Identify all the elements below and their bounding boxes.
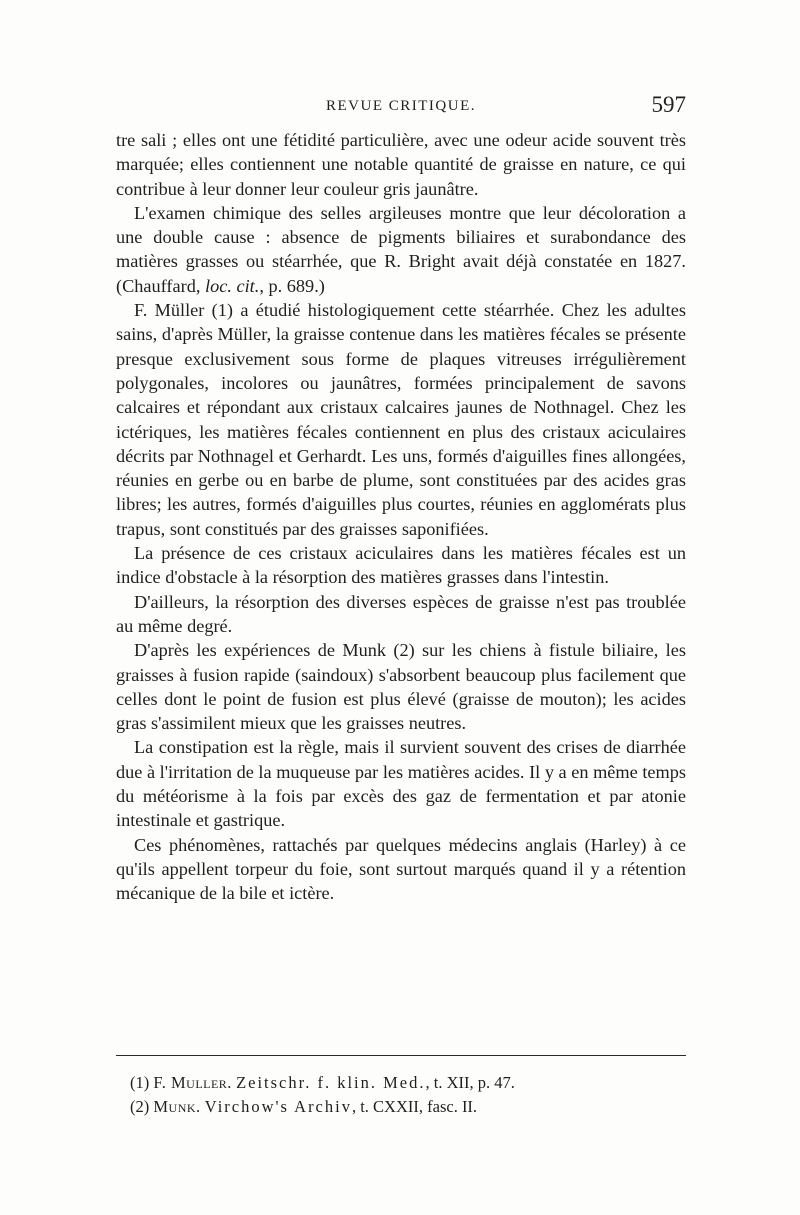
paragraph-text: tre sali ; elles ont une fétidité particulière, avec une odeur acide souvent très marquée; elles contiennent une notable quantité de graisse en nature, ce qui contribue à leur donner leur couleur gris jaunâtre. xyxy=(116,130,686,199)
footnotes xyxy=(130,1071,686,1119)
paragraph-text: La constipation est la règle, mais il survient souvent des crises de diarrhée due à l'irritation de la muqueuse par les matières acides. Il y a en même temps du météorisme à la fois par excès des gaz de fermentation et par atonie intestinale et gastrique. xyxy=(116,737,686,831)
footnote-author: F. Muller. xyxy=(153,1073,232,1092)
footnote-journal: Zeitschr. f. klin. Med. xyxy=(236,1073,426,1092)
paragraph-phenomena xyxy=(116,833,686,906)
citation-italic: loc. cit. xyxy=(205,275,260,296)
paragraph-resorption xyxy=(116,590,686,639)
paragraph-crystals xyxy=(116,541,686,590)
body-text xyxy=(116,128,686,906)
footnote-marker: (2) xyxy=(130,1097,150,1116)
footnote-journal: Virchow's Archiv xyxy=(204,1097,352,1116)
paragraph-text-tail: , p. 689.) xyxy=(259,275,325,296)
footnote-reference: , t. XII, p. 47. xyxy=(425,1073,515,1092)
paragraph-text: D'après les expériences de Munk (2) sur les chiens à fistule biliaire, les graisses à fusion rapide (saindoux) s'absorbent beaucoup plus facilement que celles dont le point de fusion est plus élevé (graisse de mouton); les acides gras s'assimilent mieux que les graisses neutres. xyxy=(116,640,686,734)
footnote-2 xyxy=(130,1095,686,1119)
running-title: REVUE CRITIQUE. xyxy=(326,98,476,114)
footnote-separator xyxy=(116,1055,686,1056)
footnote-marker: (1) xyxy=(130,1073,150,1092)
paragraph-constipation xyxy=(116,735,686,832)
page-number: 597 xyxy=(651,92,686,117)
paragraph-text: Ces phénomènes, rattachés par quelques médecins anglais (Harley) à ce qu'ils appellent torpeur du foie, sont surtout marqués quand il y a rétention mécanique de la bile et ictère. xyxy=(116,834,686,904)
paragraph-munk xyxy=(116,638,686,735)
paragraph-text: L'examen chimique des selles argileuses montre que leur décoloration a une double cause : absence de pigments biliaires et surabondance des matières grasses ou stéarrhée, que R. Bright avait déjà constatée en 1827. (Chauffard, xyxy=(116,202,686,296)
footnote-1 xyxy=(130,1071,686,1095)
paragraph-chemical-exam xyxy=(116,201,686,298)
paragraph-muller xyxy=(116,298,686,541)
paragraph-text: D'ailleurs, la résorption des diverses espèces de graisse n'est pas troublée au même degré. xyxy=(116,591,686,636)
footnote-reference: , t. CXXII, fasc. II. xyxy=(351,1097,478,1116)
footnote-author: Munk. xyxy=(153,1097,201,1116)
page-header xyxy=(116,92,686,124)
paragraph-text: La présence de ces cristaux aciculaires dans les matières fécales est un indice d'obstacle à la résorption des matières grasses dans l'intestin. xyxy=(116,543,686,588)
paragraph-text: F. Müller (1) a étudié histologiquement cette stéarrhée. Chez les adultes sains, d'après Müller, la graisse contenue dans les matières fécales se présente presque exclusivement sous forme de plaques vitreuses irrégulièrement polygonales, incolores ou jaunâtres, formées principalement de savons calcaires et répondant aux cristaux calcaires jaunes de Nothnagel. Chez les ictériques, les matières fécales contiennent en plus des cristaux aciculaires décrits par Nothnagel et Gerhardt. Les uns, formés d'aiguilles fines allongées, réunies en gerbe ou en barbe de plume, sont constituées par des acides gras libres; les autres, formés d'aiguilles plus courtes, réunies en agglomérats plus trapus, sont constitués par des graisses saponifiées. xyxy=(116,300,686,539)
paragraph-continuation xyxy=(116,128,686,201)
